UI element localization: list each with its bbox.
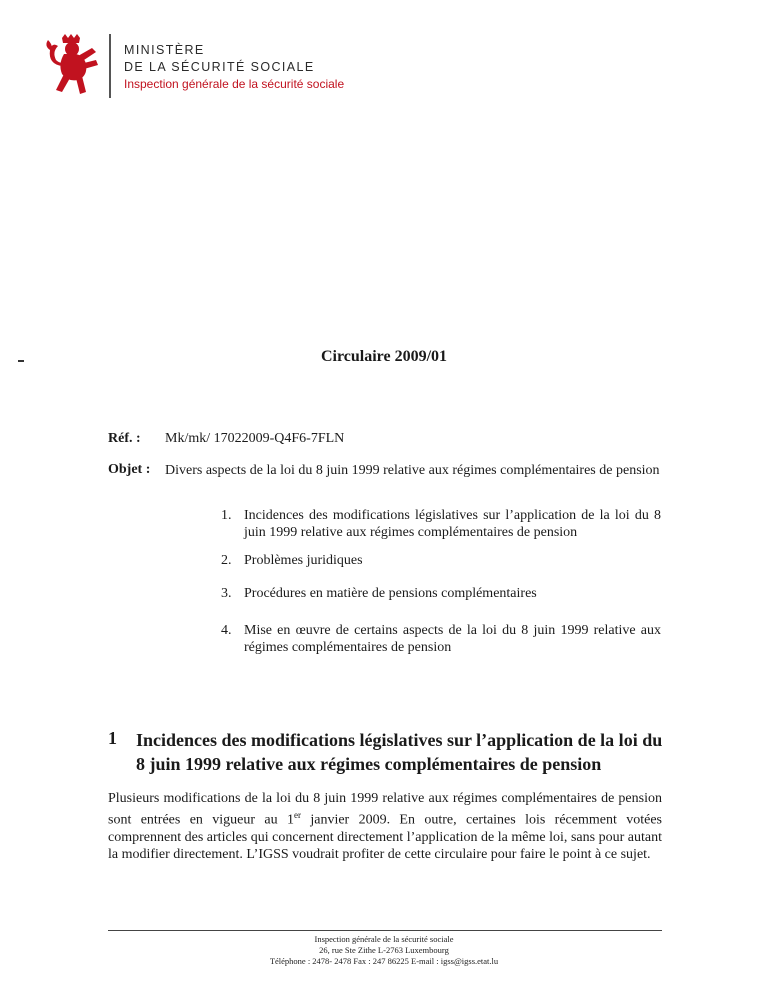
ref-value: Mk/mk/ 17022009-Q4F6-7FLN (165, 431, 345, 446)
section-title: Incidences des modifications législatives sur l’application de la loi du 8 juin 1999 relative aux régimes complémentaires de pension (136, 730, 663, 774)
list-item (221, 507, 661, 541)
list-item-text: Incidences des modifications législatives sur l’application de la loi du 8 juin 1999 relative aux régimes complémentaires de pension (244, 508, 661, 540)
footer-line-1: Inspection générale de la sécurité sociale (314, 934, 454, 944)
list-item-text: Mise en œuvre de certains aspects de la loi du 8 juin 1999 relative aux régimes complémentaires de pension (244, 623, 661, 655)
ministry-line-3: Inspection générale de la sécurité sociale (124, 77, 345, 91)
list-item-number: 3. (221, 586, 232, 601)
list-item (221, 622, 661, 656)
ministry-header (124, 42, 344, 93)
footer-line-3: Téléphone : 2478- 2478 Fax : 247 86225 E-mail : igss@igss.etat.lu (269, 956, 499, 966)
list-item-number: 4. (221, 623, 232, 638)
object-label: Objet : (108, 462, 151, 477)
object-text: Divers aspects de la loi du 8 juin 1999 relative aux régimes complémentaires de pension (165, 463, 660, 478)
footer-divider (108, 930, 662, 931)
list-item-number: 1. (221, 508, 232, 523)
red-lion-icon (44, 34, 104, 100)
list-item-number: 2. (221, 553, 232, 568)
ref-label: Réf. : (108, 431, 141, 446)
list-item (221, 552, 661, 569)
list-item-text: Procédures en matière de pensions complémentaires (244, 586, 537, 601)
ministry-line-1: MINISTÈRE (124, 43, 205, 57)
section-number: 1 (108, 728, 117, 748)
body-paragraph (108, 790, 662, 863)
document-title: Circulaire 2009/01 (320, 348, 448, 365)
ministry-line-2: DE LA SÉCURITÉ SOCIALE (124, 60, 315, 74)
header-divider (109, 34, 111, 98)
list-item (221, 585, 661, 602)
footer-line-2: 26, rue Ste Zithe L-2763 Luxembourg (319, 945, 449, 955)
ordinal-superscript: er (293, 810, 301, 821)
paragraph-part-2: janvier 2009. En outre, certaines lois récemment votées comprennent des articles qui concernent directement l’application de la même loi, sans pour autant la modifier directement. L’IGSS voudrait profiter de cette circulaire pour faire le point à ce sujet. (108, 812, 662, 863)
paragraph-part-1: Plusieurs modifications de la loi du 8 juin 1999 relative aux régimes complémentaires de pension sont entrées en vigueur au 1 (108, 791, 662, 828)
list-item-text: Problèmes juridiques (244, 553, 363, 568)
